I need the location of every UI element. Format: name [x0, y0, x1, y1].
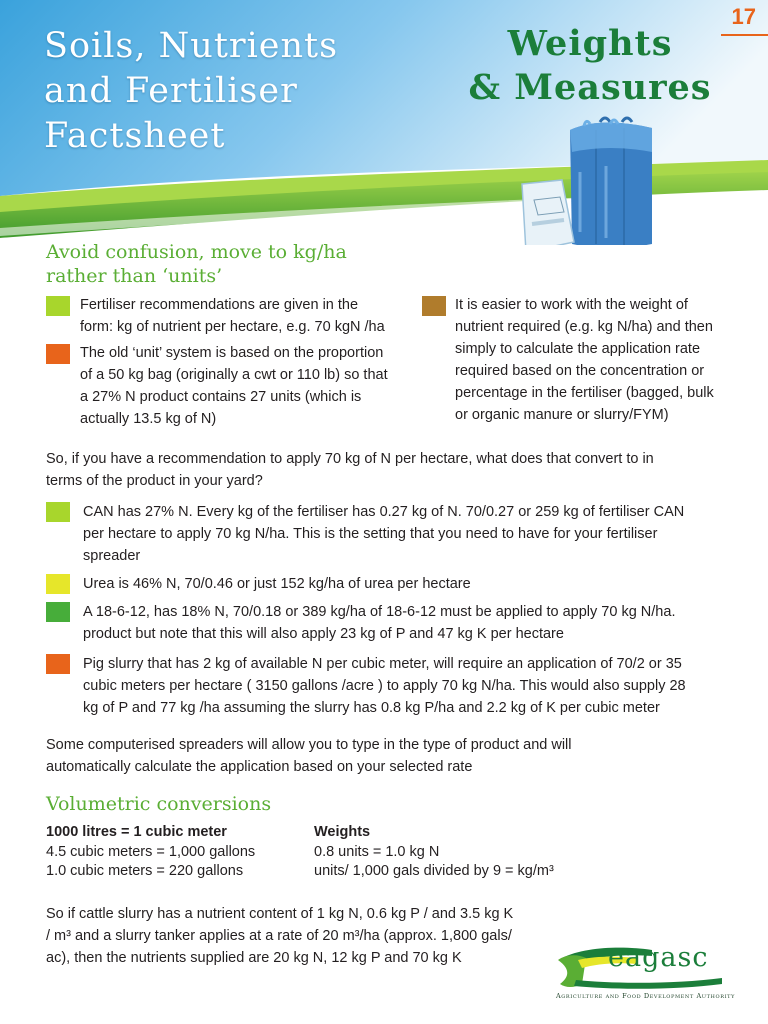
text-line: So, if you have a recommendation to apply 70 kg of N per hectare, what does that convert to in — [46, 451, 654, 467]
text-line: Pig slurry that has 2 kg of available N per cubic meter, will require an application of 70/2 or 35 — [83, 656, 682, 672]
bullet-square — [46, 296, 70, 316]
logo-tagline: Agriculture and Food Development Authority — [556, 992, 735, 1000]
text-line: of a 50 kg bag (originally a cwt or 110 lb) so that — [80, 367, 388, 383]
text-line: automatically calculate the application based on your selected rate — [46, 759, 473, 775]
heading-line: Avoid confusion, move to kg/ha — [46, 241, 347, 263]
topic-line: Weights — [507, 23, 673, 64]
topic-title — [440, 22, 740, 110]
text-line: The old ‘unit’ system is based on the proportion — [80, 345, 384, 361]
page-header — [0, 0, 768, 245]
example-urea — [83, 573, 471, 595]
example-pig-slurry — [83, 653, 686, 719]
factsheet-title — [44, 24, 404, 159]
text-line: nutrient required (e.g. kg N/ha) and then — [455, 319, 713, 335]
fertiliser-bags-illustration — [510, 112, 660, 245]
bullet-square — [46, 502, 70, 522]
volume-heading: 1000 litres = 1 cubic meter — [46, 824, 227, 840]
weights-row: units/ 1,000 gals divided by 9 = kg/m³ — [314, 863, 554, 879]
weights-row: 0.8 units = 1.0 kg N — [314, 844, 440, 860]
bullet-square — [46, 654, 70, 674]
text-line: Fertiliser recommendations are given in the — [80, 297, 359, 313]
text-line: required based on the concentration or — [455, 363, 705, 379]
text-line: Urea is 46% N, 70/0.46 or just 152 kg/ha of urea per hectare — [83, 576, 471, 592]
text-line: Some computerised spreaders will allow you to type in the type of product and will — [46, 737, 572, 753]
text-line: form: kg of nutrient per hectare, e.g. 70 kgN /ha — [80, 319, 385, 335]
topic-line: & Measures — [468, 67, 712, 108]
bullet-square — [46, 602, 70, 622]
section-heading — [46, 240, 347, 288]
recommendation-note — [80, 294, 385, 338]
text-line: A 18-6-12, has 18% N, 70/0.18 or 389 kg/ha of 18-6-12 must be applied to apply 70 kg N/ha. — [83, 604, 676, 620]
fertiliser-bag-icon — [522, 180, 574, 245]
title-line: and Fertiliser — [44, 71, 298, 111]
bullet-square — [46, 344, 70, 364]
slurry-example — [46, 903, 513, 969]
text-line: cubic meters per hectare ( 3150 gallons /acre ) to apply 70 kg N/ha. This would also supply 28 — [83, 678, 686, 694]
volume-row: 1.0 cubic meters = 220 gallons — [46, 863, 244, 879]
example-can — [83, 501, 684, 567]
bullet-square — [422, 296, 446, 316]
page-number: 17 — [731, 4, 756, 29]
spreader-note — [46, 734, 572, 778]
title-line: Factsheet — [44, 116, 226, 156]
weight-method-note — [455, 294, 714, 426]
fertiliser-bulk-bag-icon — [570, 118, 652, 245]
text-line: spreader — [83, 548, 141, 564]
text-line: It is easier to work with the weight of — [455, 297, 688, 313]
unit-system-note — [80, 342, 388, 430]
text-line: per hectare to apply 70 kg N/ha. This is the setting that you need to have for your fertiliser — [83, 526, 658, 542]
text-line: or organic manure or slurry/FYM) — [455, 407, 669, 423]
volume-row: 4.5 cubic meters = 1,000 gallons — [46, 844, 256, 860]
text-line: / m³ and a slurry tanker applies at a rate of 20 m³/ha (approx. 1,800 gals/ — [46, 928, 512, 944]
text-line: kg of P and 77 kg /ha assuming the slurry has 0.8 kg P/ha and 2.2 kg of K per cubic meter — [83, 700, 660, 716]
text-line: terms of the product in your yard? — [46, 473, 263, 489]
bullet-square — [46, 574, 70, 594]
text-line: product but note that this will also apply 23 kg of P and 47 kg K per hectare — [83, 626, 564, 642]
heading-line: rather than ‘units’ — [46, 265, 223, 287]
text-line: simply to calculate the application rate — [455, 341, 701, 357]
example-18-6-12 — [83, 601, 675, 645]
section-heading: Volumetric conversions — [46, 793, 272, 815]
text-line: So if cattle slurry has a nutrient content of 1 kg N, 0.6 kg P / and 3.5 kg K — [46, 906, 514, 922]
title-line: Soils, Nutrients — [44, 26, 339, 66]
text-line: actually 13.5 kg of N) — [80, 411, 217, 427]
weights-heading: Weights — [314, 824, 371, 840]
text-line: ac), then the nutrients supplied are 20 kg N, 12 kg P and 70 kg K — [46, 950, 462, 966]
logo-wordmark: eagasc — [608, 942, 709, 973]
text-line: percentage in the fertiliser (bagged, bulk — [455, 385, 714, 401]
conversion-question — [46, 448, 654, 492]
text-line: CAN has 27% N. Every kg of the fertiliser has 0.27 kg of N. 70/0.27 or 259 kg of fertiliser CAN — [83, 504, 685, 520]
text-line: a 27% N product contains 27 units (which is — [80, 389, 362, 405]
teagasc-logo — [556, 942, 735, 1006]
